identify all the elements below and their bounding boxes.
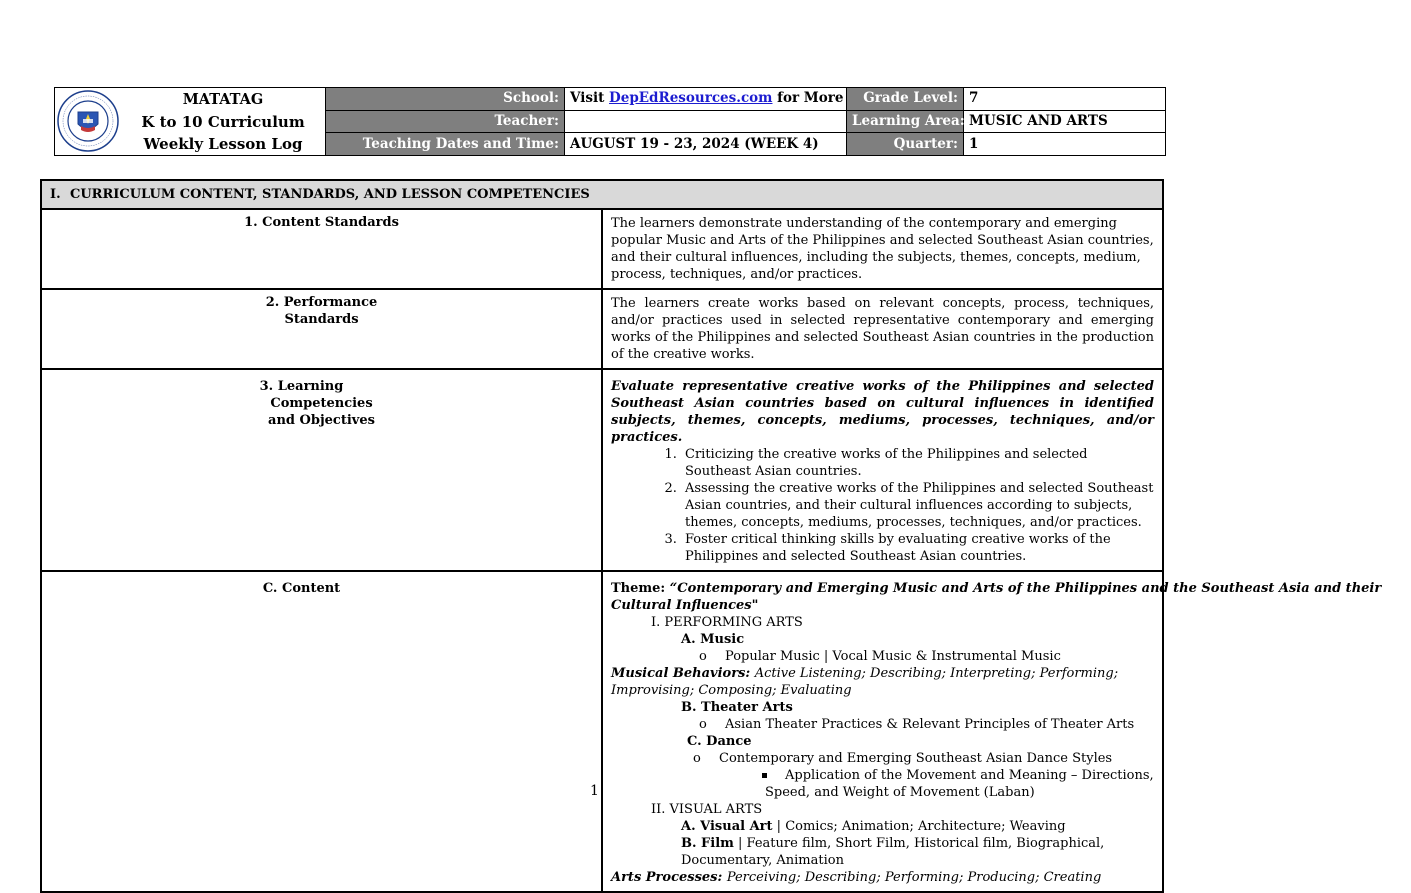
- visual-art-text: | Comics; Animation; Architecture; Weaving: [772, 819, 1066, 834]
- dance-item-text: Contemporary and Emerging Southeast Asian Dance Styles: [719, 751, 1113, 766]
- table-row-content: [41, 571, 1163, 892]
- visual-arts-heading: II. VISUAL ARTS: [651, 802, 763, 817]
- music-heading: A. Music: [681, 632, 745, 647]
- header-title-cell: [55, 88, 326, 156]
- learning-area-label: Learning Area:: [847, 110, 964, 133]
- school-label: School:: [326, 88, 565, 111]
- bullet-icon: o: [693, 751, 701, 766]
- theater-item-text: Asian Theater Practices & Relevant Principles of Theater Arts: [725, 717, 1135, 732]
- film-line: [611, 835, 1154, 869]
- table-row-performance-standards: [41, 289, 1163, 369]
- theme-label: Theme:: [611, 581, 670, 596]
- bullet-icon: o: [699, 649, 707, 664]
- quarter-value: 1: [964, 133, 1166, 156]
- school-prefix: Visit: [570, 90, 610, 107]
- dance-heading: C. Dance: [687, 734, 752, 749]
- performance-label-line1: 2. Performance: [265, 295, 378, 310]
- table-row-content-standards: [41, 209, 1163, 289]
- theme: [611, 580, 1411, 614]
- page-number: 1: [590, 783, 599, 799]
- school-value: [565, 88, 847, 111]
- competency-lead: Evaluate representative creative works of the Philippines and selected Southeast Asian countries based on cultural influences in identified subjects, themes, concepts, mediums, processes, techniques, and/or practices.: [611, 379, 1154, 445]
- visual-art-label: A. Visual Art: [681, 819, 773, 834]
- competencies-text: [602, 369, 1163, 571]
- section-heading: [41, 180, 1163, 209]
- bullet-icon: o: [699, 717, 707, 732]
- musical-behaviors: [611, 665, 1154, 699]
- quarter-label: Quarter:: [847, 133, 964, 156]
- visual-art-line: [611, 818, 1154, 835]
- musical-behaviors-label: Musical Behaviors:: [611, 666, 755, 681]
- dance-item: [611, 750, 1154, 767]
- competencies-label-line2: Competencies: [270, 396, 373, 411]
- program-title: MATATAG: [182, 91, 264, 108]
- list-item: 1. Criticizing the creative works of the Philippines and selected Southeast Asian countries.: [681, 446, 1154, 480]
- music-item-text: Popular Music | Vocal Music & Instrumental Music: [725, 649, 1061, 664]
- section-title: CURRICULUM CONTENT, STANDARDS, AND LESSON COMPETENCIES: [70, 187, 590, 202]
- header-titles: [133, 89, 313, 155]
- grade-level-label: Grade Level:: [847, 88, 964, 111]
- curriculum-table: [40, 179, 1382, 893]
- arts-processes: [611, 869, 1154, 886]
- dance-subitem-text: Application of the Movement and Meaning – Directions, Speed, and Weight of Movement (Laban): [765, 768, 1154, 800]
- musical-behaviors-text: Active Listening; Describing; Interpreting; Performing; Improvising; Composing; Evaluating: [611, 666, 1119, 698]
- objectives-list: [611, 446, 1154, 565]
- list-item: 3. Foster critical thinking skills by evaluating creative works of the Philippines and selected Southeast Asian countries.: [681, 531, 1154, 565]
- curriculum-title: K to 10 Curriculum: [141, 113, 305, 131]
- grade-level-value: 7: [964, 88, 1166, 111]
- teaching-dates-label: Teaching Dates and Time:: [326, 133, 565, 156]
- table-row-competencies: [41, 369, 1163, 571]
- content-standards-label: 1. Content Standards: [41, 209, 602, 289]
- section-number: I.: [50, 187, 61, 202]
- teacher-label: Teacher:: [326, 110, 565, 133]
- content-label: C. Content: [41, 571, 602, 892]
- theme-text: “Contemporary and Emerging Music and Arts of the Philippines and the Southeast Asia and their Cultural Influences": [611, 581, 1382, 613]
- square-bullet-icon: [762, 773, 767, 778]
- film-label: B. Film: [681, 836, 734, 851]
- teaching-dates-value: AUGUST 19 - 23, 2024 (WEEK 4): [565, 133, 847, 156]
- performance-standards-label: [41, 289, 602, 369]
- music-item: [611, 648, 1154, 665]
- performance-standards-text: The learners create works based on relevant concepts, process, techniques, and/or practices used in selected representative contemporary and emerging works of the Philippines and selected Southeast Asian countries in the production of the creative works.: [602, 289, 1163, 369]
- performance-label-line2: Standards: [284, 312, 359, 327]
- list-item: 2. Assessing the creative works of the Philippines and selected Southeast Asian countries, and their cultural influences according to subjects, themes, concepts, mediums, processes, techniques, and/or practices.: [681, 480, 1154, 531]
- competencies-label-line1: 3. Learning: [259, 379, 344, 394]
- competencies-label: [41, 369, 602, 571]
- performing-arts-heading: I. PERFORMING ARTS: [651, 615, 803, 630]
- header-table: [54, 87, 1166, 156]
- arts-processes-text: Perceiving; Describing; Performing; Producing; Creating: [726, 870, 1102, 885]
- school-suffix: for More: [772, 90, 844, 107]
- arts-processes-label: Arts Processes:: [611, 870, 727, 885]
- log-title: Weekly Lesson Log: [143, 135, 303, 153]
- theater-item: [611, 716, 1154, 733]
- content-standards-text: The learners demonstrate understanding of the contemporary and emerging popular Music and Arts of the Philippines and selected Southeast Asian countries, and their cultural influences, including the subjects, themes, concepts, medium, process, techniques, and/or practices.: [602, 209, 1163, 289]
- teacher-value: [565, 110, 847, 133]
- film-text: | Feature film, Short Film, Historical film, Biographical, Documentary, Animation: [681, 836, 1105, 868]
- deped-seal-logo: [57, 90, 119, 152]
- learning-area-value: MUSIC AND ARTS: [964, 110, 1166, 133]
- dance-subitem: [611, 767, 1154, 801]
- theater-heading: B. Theater Arts: [681, 700, 793, 715]
- depedresources-link[interactable]: DepEdResources.com: [609, 90, 773, 107]
- competencies-label-line3: and Objectives: [268, 413, 375, 428]
- content-body: [602, 571, 1382, 892]
